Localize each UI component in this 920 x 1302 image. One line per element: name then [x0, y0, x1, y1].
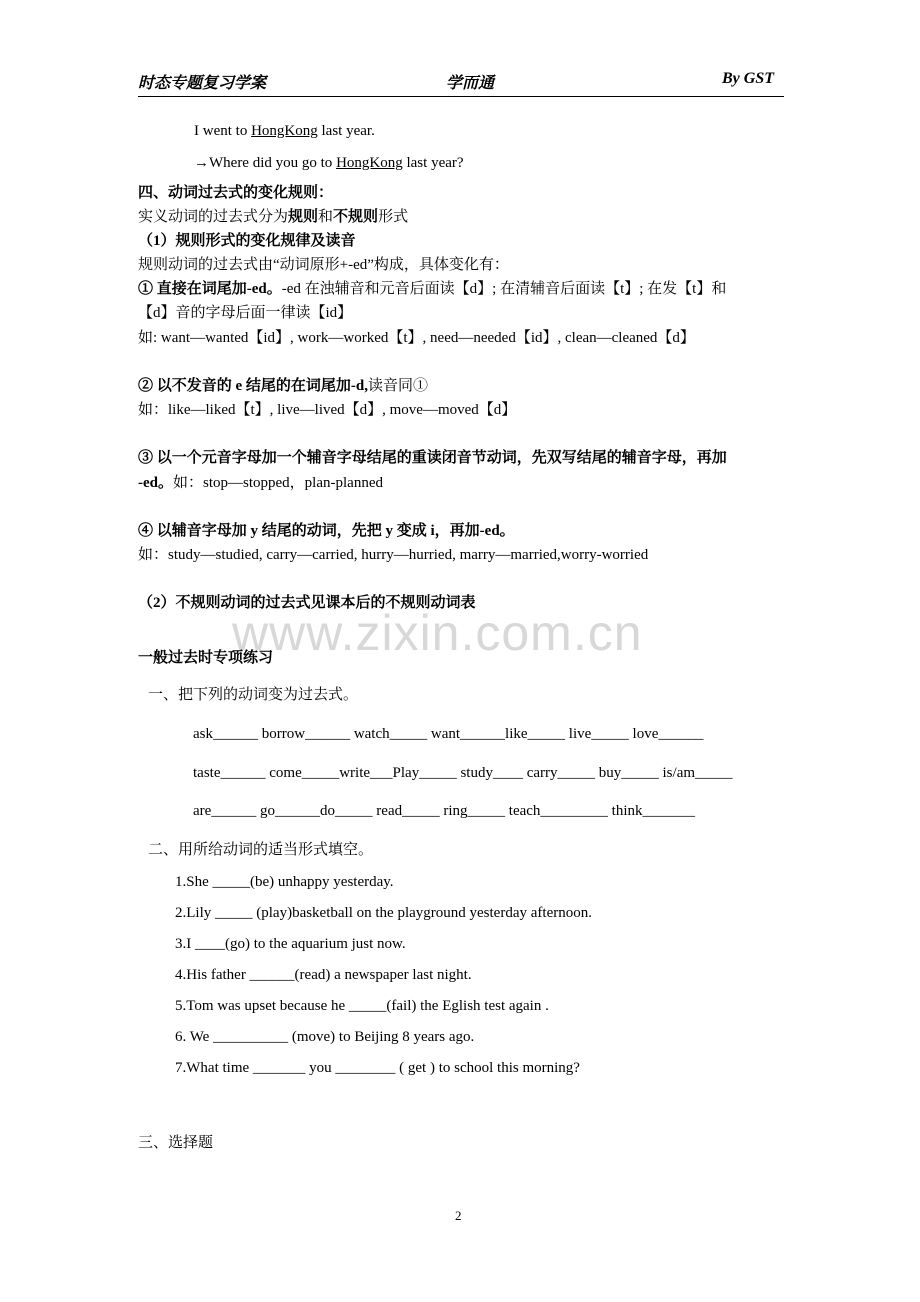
exercise-item-6: 6. We __________ (move) to Beijing 8 years ago.: [175, 1029, 475, 1045]
page-number: 2: [455, 1208, 462, 1223]
rule1-example: 如: want—wanted【id】, work—worked【t】, need—needed【id】, clean—cleaned【d】: [138, 330, 695, 346]
verb-row-2: taste______ come_____write___Play_____ study____ carry_____ buy_____ is/am_____: [193, 765, 733, 781]
exercise-item-4: 4.His father ______(read) a newspaper last night.: [175, 967, 472, 983]
exercise-item-3: 3.I ____(go) to the aquarium just now.: [175, 936, 406, 952]
sub1-title: （1）规则形式的变化规律及读音: [138, 233, 356, 249]
part2-title: 二、用所给动词的适当形式填空。: [148, 842, 374, 858]
sub1-intro: 规则动词的过去式由“动词原形+-ed”构成，具体变化有：: [138, 257, 509, 273]
header-right-author: By GST: [722, 70, 774, 87]
watermark: www.zixin.com.cn: [232, 605, 643, 661]
example-line-1: I went to HongKong last year.: [194, 123, 375, 139]
practice-title: 一般过去时专项练习: [138, 650, 274, 666]
rule2-example: 如：like—liked【t】, live—lived【d】, move—moved【d】: [138, 402, 517, 418]
rule2-line: ② 以不发音的 e 结尾的在词尾加-d,读音同①: [138, 378, 429, 394]
header-center-title: 学而通: [446, 75, 495, 92]
rule4-line: ④ 以辅音字母加 y 结尾的动词，先把 y 变成 i，再加-ed。: [138, 523, 515, 539]
part3-title: 三、选择题: [138, 1135, 214, 1151]
section4-intro: 实义动词的过去式分为规则和不规则形式: [138, 209, 409, 225]
example-line-2: →Where did you go to HongKong last year?: [194, 155, 464, 171]
section4-title: 四、动词过去式的变化规则：: [138, 185, 334, 201]
exercise-item-7: 7.What time _______ you ________ ( get ) to school this morning?: [175, 1060, 580, 1076]
rule3-line: ③ 以一个元音字母加一个辅音字母结尾的重读闭音节动词，先双写结尾的辅音字母，再加: [138, 450, 727, 466]
exercise-item-5: 5.Tom was upset because he _____(fail) the Eglish test again .: [175, 998, 549, 1014]
verb-row-3: are______ go______do_____ read_____ ring_____ teach_________ think_______: [193, 803, 696, 819]
verb-row-1: ask______ borrow______ watch_____ want______like_____ live_____ love______: [193, 726, 704, 742]
header-divider: [138, 96, 784, 97]
rule4-example: 如：study—studied, carry—carried, hurry—hurried, marry—married,worry-worried: [138, 547, 649, 563]
rule1-line: ① 直接在词尾加-ed。-ed 在浊辅音和元音后面读【d】; 在清辅音后面读【t】; 在发【t】和: [138, 281, 727, 297]
sub2-title: （2）不规则动词的过去式见课本后的不规则动词表: [138, 595, 476, 611]
part1-title: 一、把下列的动词变为过去式。: [148, 687, 359, 703]
exercise-item-1: 1.She _____(be) unhappy yesterday.: [175, 874, 394, 890]
rule1-line-2: 【d】音的字母后面一律读【id】: [138, 305, 353, 321]
rule3-line-2: -ed。如：stop—stopped，plan-planned: [138, 475, 383, 491]
exercise-item-2: 2.Lily _____ (play)basketball on the playground yesterday afternoon.: [175, 905, 592, 921]
header-left-title: 时态专题复习学案: [138, 75, 267, 92]
